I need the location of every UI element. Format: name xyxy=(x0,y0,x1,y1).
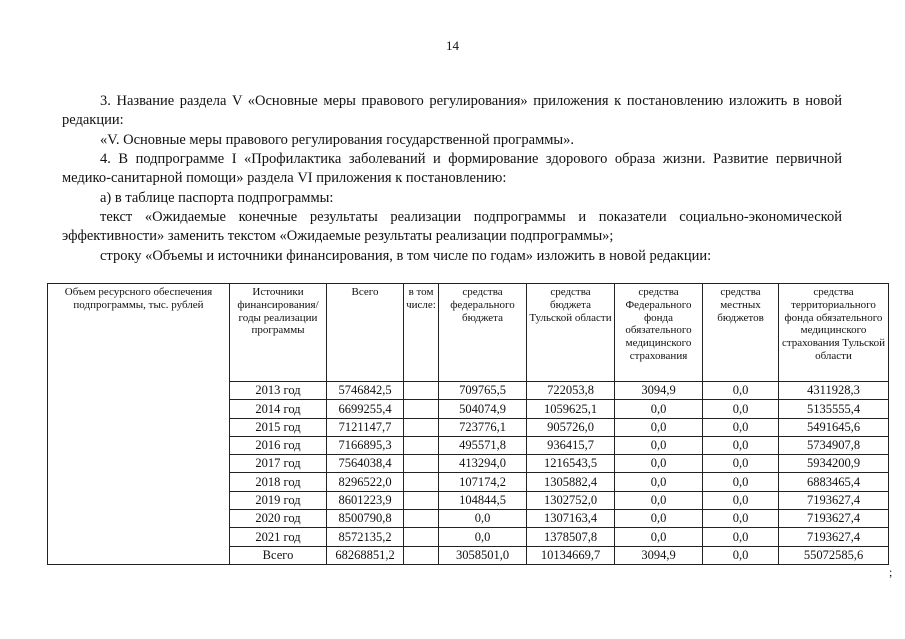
table-row xyxy=(48,546,889,564)
regional-cell: 1059625,1 xyxy=(527,400,615,418)
regional-cell: 1378507,8 xyxy=(527,528,615,546)
tfoms-cell: 5934200,9 xyxy=(779,455,889,473)
year-cell: 2017 год xyxy=(230,455,327,473)
total-cell: 8572135,2 xyxy=(327,528,404,546)
tfoms-cell: 5734907,8 xyxy=(779,436,889,454)
ffoms-cell: 0,0 xyxy=(615,436,703,454)
federal-cell: 3058501,0 xyxy=(439,546,527,564)
resource-volume-cell xyxy=(48,473,230,491)
including-cell xyxy=(404,528,439,546)
resource-volume-cell xyxy=(48,491,230,509)
local-cell: 0,0 xyxy=(703,418,779,436)
paragraph-expected-results: текст «Ожидаемые конечные результаты реализации подпрограммы и показатели социально-экономической эффективности» заменить текстом «Ожидаемые результаты реализации подпрограммы»; xyxy=(62,209,842,245)
header-federal-budget: средства федерального бюджета xyxy=(439,284,527,382)
resource-volume-cell xyxy=(48,382,230,400)
table-row xyxy=(48,473,889,491)
including-cell xyxy=(404,491,439,509)
federal-cell: 104844,5 xyxy=(439,491,527,509)
tfoms-cell: 55072585,6 xyxy=(779,546,889,564)
total-cell: 8601223,9 xyxy=(327,491,404,509)
ffoms-cell: 0,0 xyxy=(615,491,703,509)
ffoms-cell: 0,0 xyxy=(615,418,703,436)
table-header-row xyxy=(48,284,889,382)
paragraph-section-v-title: «V. Основные меры правового регулирования государственной программы». xyxy=(100,132,575,148)
regional-cell: 905726,0 xyxy=(527,418,615,436)
table-row xyxy=(48,528,889,546)
federal-cell: 709765,5 xyxy=(439,382,527,400)
table-row xyxy=(48,510,889,528)
year-cell: 2019 год xyxy=(230,491,327,509)
total-cell: 6699255,4 xyxy=(327,400,404,418)
total-cell: 5746842,5 xyxy=(327,382,404,400)
paragraph-passport-table: а) в таблице паспорта подпрограммы: xyxy=(100,190,334,206)
federal-cell: 413294,0 xyxy=(439,455,527,473)
resource-volume-cell xyxy=(48,510,230,528)
ffoms-cell: 0,0 xyxy=(615,455,703,473)
total-cell: 8500790,8 xyxy=(327,510,404,528)
including-cell xyxy=(404,473,439,491)
header-sources: Источники финансирования/ годы реализации программы xyxy=(230,284,327,382)
including-cell xyxy=(404,382,439,400)
regional-cell: 722053,8 xyxy=(527,382,615,400)
ffoms-cell: 0,0 xyxy=(615,510,703,528)
including-cell xyxy=(404,436,439,454)
tfoms-cell: 4311928,3 xyxy=(779,382,889,400)
local-cell: 0,0 xyxy=(703,473,779,491)
tfoms-cell: 5491645,6 xyxy=(779,418,889,436)
federal-cell: 495571,8 xyxy=(439,436,527,454)
header-including: в том числе: xyxy=(404,284,439,382)
paragraph-section-v: 3. Название раздела V «Основные меры правового регулирования» приложения к постановлению изложить в новой редакции: xyxy=(62,93,842,129)
table-row xyxy=(48,436,889,454)
local-cell: 0,0 xyxy=(703,491,779,509)
year-cell: 2020 год xyxy=(230,510,327,528)
tfoms-cell: 5135555,4 xyxy=(779,400,889,418)
federal-cell: 723776,1 xyxy=(439,418,527,436)
resource-volume-cell xyxy=(48,528,230,546)
including-cell xyxy=(404,400,439,418)
header-resource-volume: Объем ресурсного обеспечения подпрограммы, тыс. рублей xyxy=(48,284,230,382)
ffoms-cell: 3094,9 xyxy=(615,546,703,564)
header-total: Всего xyxy=(327,284,404,382)
table-row xyxy=(48,382,889,400)
federal-cell: 0,0 xyxy=(439,510,527,528)
ffoms-cell: 0,0 xyxy=(615,473,703,491)
including-cell xyxy=(404,455,439,473)
tfoms-cell: 7193627,4 xyxy=(779,528,889,546)
table-row xyxy=(48,455,889,473)
local-cell: 0,0 xyxy=(703,455,779,473)
federal-cell: 504074,9 xyxy=(439,400,527,418)
regional-cell: 1302752,0 xyxy=(527,491,615,509)
financing-table xyxy=(47,283,889,565)
regional-cell: 1305882,4 xyxy=(527,473,615,491)
including-cell xyxy=(404,546,439,564)
header-territorial-fund: средства территориального фонда обязательного медицинского страхования Тульской области xyxy=(779,284,889,382)
regional-cell: 1307163,4 xyxy=(527,510,615,528)
total-cell: 68268851,2 xyxy=(327,546,404,564)
year-cell: 2016 год xyxy=(230,436,327,454)
federal-cell: 0,0 xyxy=(439,528,527,546)
header-local-budgets: средства местных бюджетов xyxy=(703,284,779,382)
header-regional-budget: средства бюджета Тульской области xyxy=(527,284,615,382)
tfoms-cell: 7193627,4 xyxy=(779,510,889,528)
total-cell: 8296522,0 xyxy=(327,473,404,491)
year-cell: 2018 год xyxy=(230,473,327,491)
regional-cell: 936415,7 xyxy=(527,436,615,454)
regional-cell: 10134669,7 xyxy=(527,546,615,564)
trailing-semicolon: ; xyxy=(889,565,893,579)
local-cell: 0,0 xyxy=(703,382,779,400)
year-cell: 2015 год xyxy=(230,418,327,436)
total-cell: 7564038,4 xyxy=(327,455,404,473)
local-cell: 0,0 xyxy=(703,510,779,528)
ffoms-cell: 0,0 xyxy=(615,400,703,418)
resource-volume-cell xyxy=(48,455,230,473)
year-cell: 2013 год xyxy=(230,382,327,400)
including-cell xyxy=(404,418,439,436)
local-cell: 0,0 xyxy=(703,436,779,454)
year-cell: Всего xyxy=(230,546,327,564)
paragraph-subprogram-i: 4. В подпрограмме I «Профилактика заболеваний и формирование здорового образа жизни. Развитие первичной медико-санитарной помощи» раздела VI приложения к постановлению: xyxy=(62,151,842,187)
local-cell: 0,0 xyxy=(703,546,779,564)
federal-cell: 107174,2 xyxy=(439,473,527,491)
year-cell: 2021 год xyxy=(230,528,327,546)
table-row xyxy=(48,491,889,509)
year-cell: 2014 год xyxy=(230,400,327,418)
page-number: 14 xyxy=(446,38,459,53)
local-cell: 0,0 xyxy=(703,528,779,546)
tfoms-cell: 6883465,4 xyxy=(779,473,889,491)
regional-cell: 1216543,5 xyxy=(527,455,615,473)
ffoms-cell: 3094,9 xyxy=(615,382,703,400)
resource-volume-cell xyxy=(48,436,230,454)
table-row xyxy=(48,418,889,436)
resource-volume-cell xyxy=(48,546,230,564)
total-cell: 7121147,7 xyxy=(327,418,404,436)
including-cell xyxy=(404,510,439,528)
local-cell: 0,0 xyxy=(703,400,779,418)
ffoms-cell: 0,0 xyxy=(615,528,703,546)
header-federal-fund: средства Федерального фонда обязательного медицинского страхования xyxy=(615,284,703,382)
tfoms-cell: 7193627,4 xyxy=(779,491,889,509)
resource-volume-cell xyxy=(48,400,230,418)
table-row xyxy=(48,400,889,418)
total-cell: 7166895,3 xyxy=(327,436,404,454)
paragraph-financing-row: строку «Объемы и источники финансирования, в том числе по годам» изложить в новой редакции: xyxy=(100,248,712,264)
resource-volume-cell xyxy=(48,418,230,436)
